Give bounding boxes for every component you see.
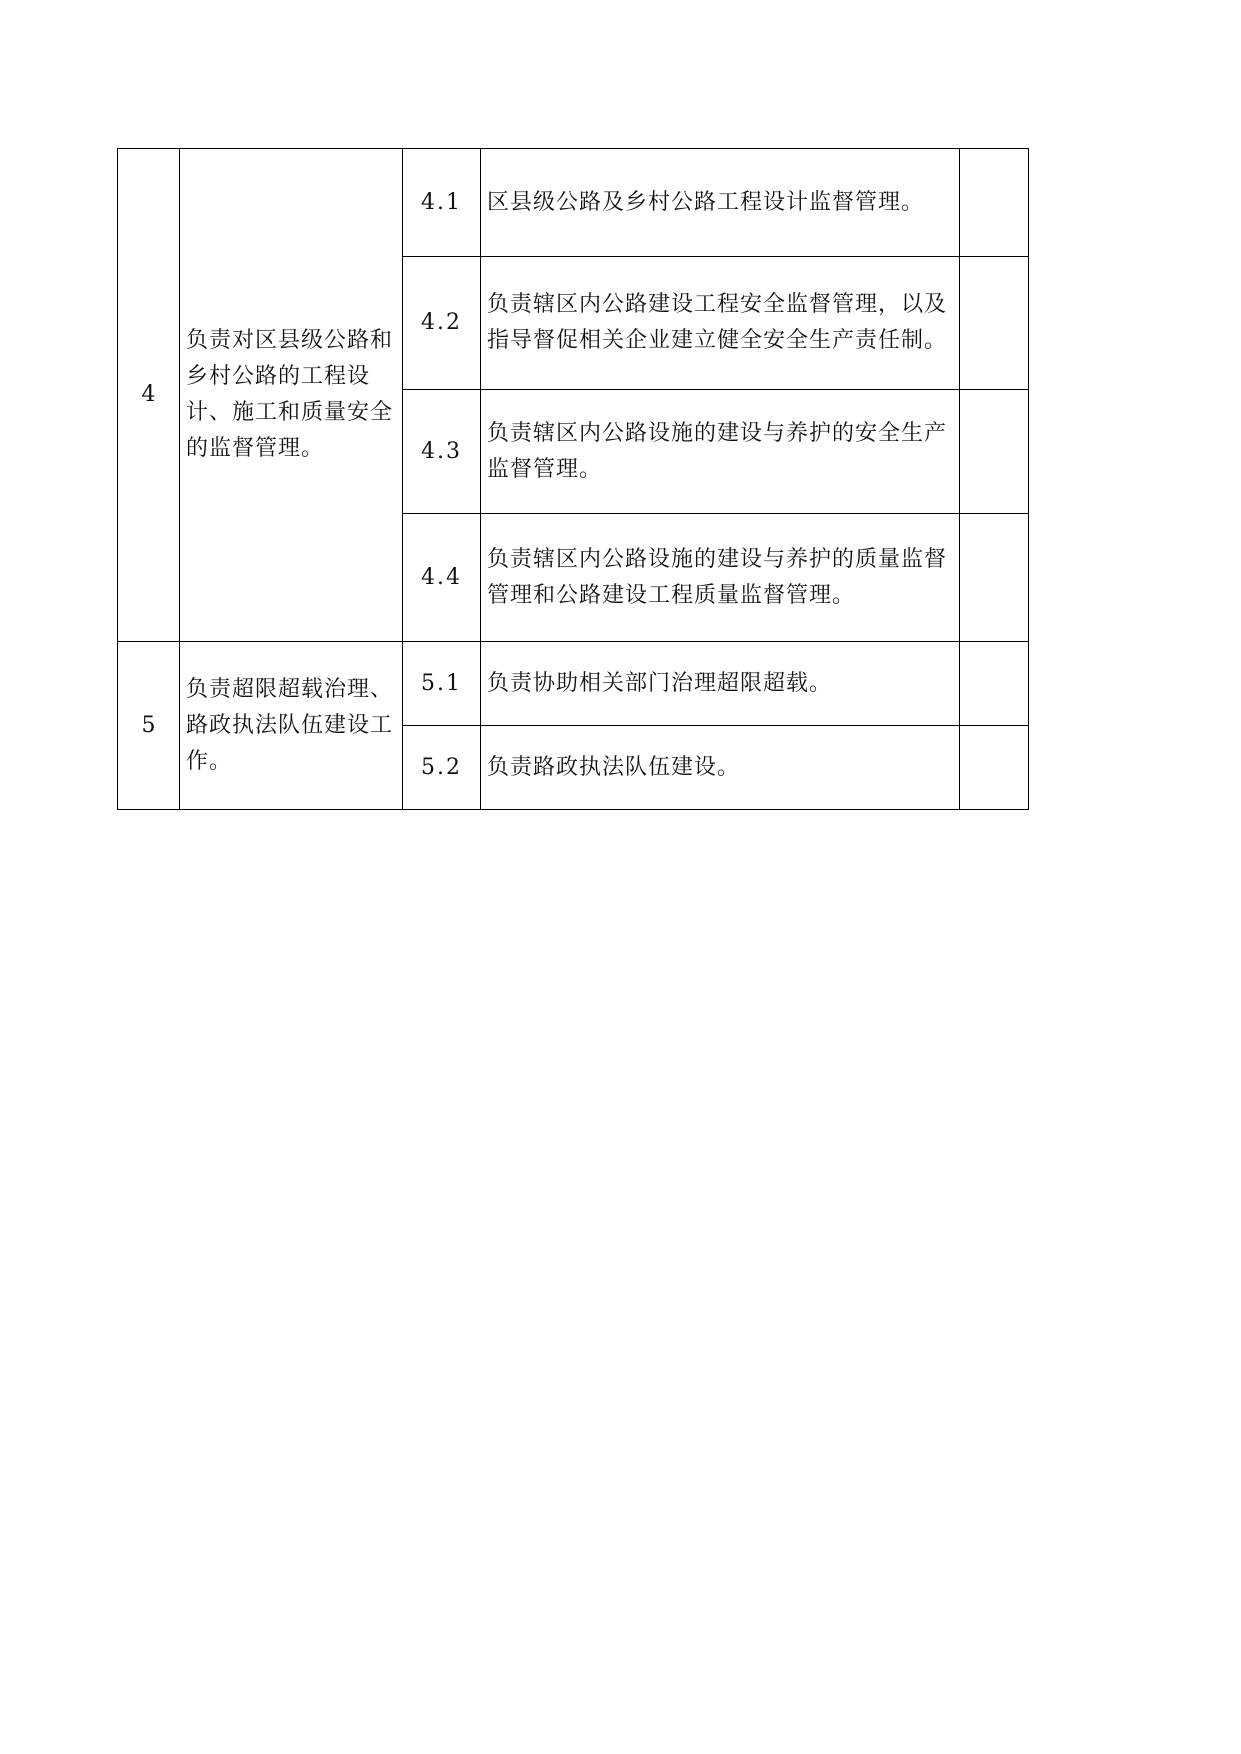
duty-number-cell: 5 [118, 642, 180, 810]
sub-item-number-cell: 4.4 [403, 514, 481, 642]
sub-item-text-cell: 负责路政执法队伍建设。 [481, 726, 960, 810]
duty-number-cell: 4 [118, 149, 180, 642]
duty-table [117, 148, 1029, 810]
remark-cell [960, 514, 1029, 642]
duty-description-cell: 负责对区县级公路和乡村公路的工程设计、施工和质量安全的监督管理。 [180, 149, 403, 642]
sub-item-text-cell: 负责协助相关部门治理超限超载。 [481, 642, 960, 726]
sub-item-number-cell: 5.1 [403, 642, 481, 726]
remark-cell [960, 390, 1029, 514]
sub-item-text-cell: 负责辖区内公路设施的建设与养护的质量监督管理和公路建设工程质量监督管理。 [481, 514, 960, 642]
sub-item-text-cell: 负责辖区内公路设施的建设与养护的安全生产监督管理。 [481, 390, 960, 514]
sub-item-number-cell: 4.1 [403, 149, 481, 257]
sub-item-text-cell: 负责辖区内公路建设工程安全监督管理，以及指导督促相关企业建立健全安全生产责任制。 [481, 257, 960, 390]
table-row [118, 642, 1029, 726]
remark-cell [960, 726, 1029, 810]
sub-item-number-cell: 5.2 [403, 726, 481, 810]
remark-cell [960, 149, 1029, 257]
duty-description-cell: 负责超限超载治理、路政执法队伍建设工作。 [180, 642, 403, 810]
remark-cell [960, 257, 1029, 390]
table-row [118, 149, 1029, 257]
sub-item-number-cell: 4.2 [403, 257, 481, 390]
remark-cell [960, 642, 1029, 726]
sub-item-number-cell: 4.3 [403, 390, 481, 514]
sub-item-text-cell: 区县级公路及乡村公路工程设计监督管理。 [481, 149, 960, 257]
